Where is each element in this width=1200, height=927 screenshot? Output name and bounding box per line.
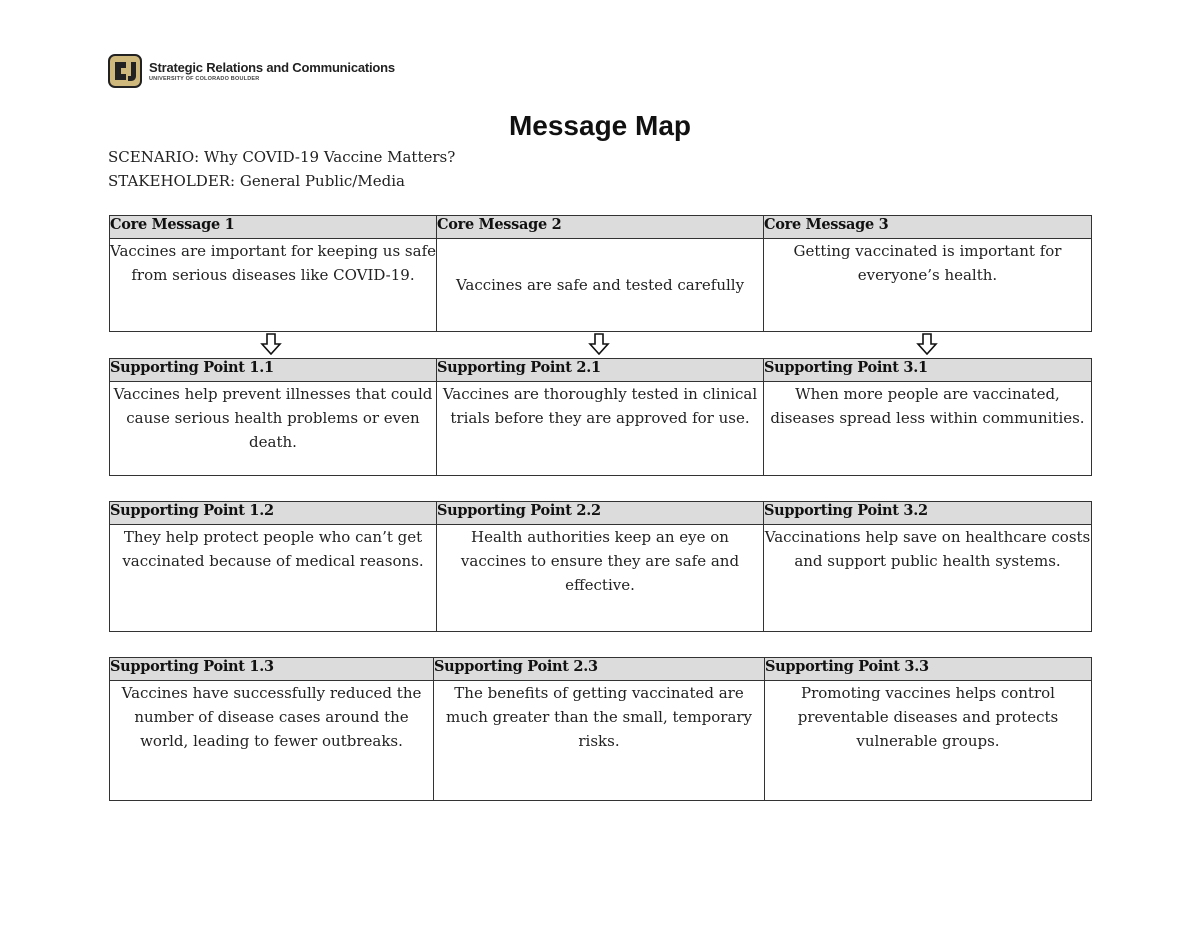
supporting-point-2-3-text: The benefits of getting vaccinated are much greater than the small, temporary risks. [434,681,765,801]
org-name: Strategic Relations and Communications [149,59,395,75]
supporting-points-1-table [109,358,1092,476]
supporting-point-2-1-text: Vaccines are thoroughly tested in clinical trials before they are approved for use. [437,382,764,476]
core-message-1-label: Core Message 1 [110,216,437,239]
supporting-point-3-1-label: Supporting Point 3.1 [764,359,1092,382]
core-message-1-text: Vaccines are important for keeping us safe from serious diseases like COVID-19. [110,239,437,332]
supporting-point-2-2-label: Supporting Point 2.2 [437,502,764,525]
cu-boulder-logo-icon [108,54,142,88]
supporting-point-1-3-label: Supporting Point 1.3 [110,658,434,681]
supporting-points-2-table [109,501,1092,632]
supporting-point-1-2-text: They help protect people who can’t get vaccinated because of medical reasons. [110,525,437,632]
stakeholder-line: STAKEHOLDER: General Public/Media [108,172,405,190]
supporting-point-3-3-label: Supporting Point 3.3 [765,658,1092,681]
core-message-2-label: Core Message 2 [437,216,764,239]
org-subtitle: UNIVERSITY OF COLORADO BOULDER [149,75,260,82]
supporting-point-3-2-label: Supporting Point 3.2 [764,502,1092,525]
supporting-point-2-3-label: Supporting Point 2.3 [434,658,765,681]
core-message-3-label: Core Message 3 [764,216,1092,239]
core-message-3-text: Getting vaccinated is important for everyone’s health. [764,239,1092,332]
down-arrow-icon [259,333,283,355]
supporting-point-1-1-text: Vaccines help prevent illnesses that could cause serious health problems or even death. [110,382,437,476]
page-title: Message Map [508,110,692,141]
supporting-point-3-1-text: When more people are vaccinated, diseases spread less within communities. [764,382,1092,476]
supporting-point-2-2-text: Health authorities keep an eye on vaccines to ensure they are safe and effective. [437,525,764,632]
supporting-point-3-2-text: Vaccinations help save on healthcare costs and support public health systems. [764,525,1092,632]
core-messages-table [109,215,1092,332]
org-logo [108,54,395,88]
down-arrow-icon [587,333,611,355]
scenario-line: SCENARIO: Why COVID-19 Vaccine Matters? [108,148,456,166]
core-message-2-text: Vaccines are safe and tested carefully [437,239,764,332]
supporting-point-1-3-text: Vaccines have successfully reduced the number of disease cases around the world, leading to fewer outbreaks. [110,681,434,801]
supporting-point-3-3-text: Promoting vaccines helps control preventable diseases and protects vulnerable groups. [765,681,1092,801]
supporting-point-2-1-label: Supporting Point 2.1 [437,359,764,382]
supporting-point-1-1-label: Supporting Point 1.1 [110,359,437,382]
down-arrow-icon [915,333,939,355]
supporting-point-1-2-label: Supporting Point 1.2 [110,502,437,525]
supporting-points-3-table [109,657,1092,801]
